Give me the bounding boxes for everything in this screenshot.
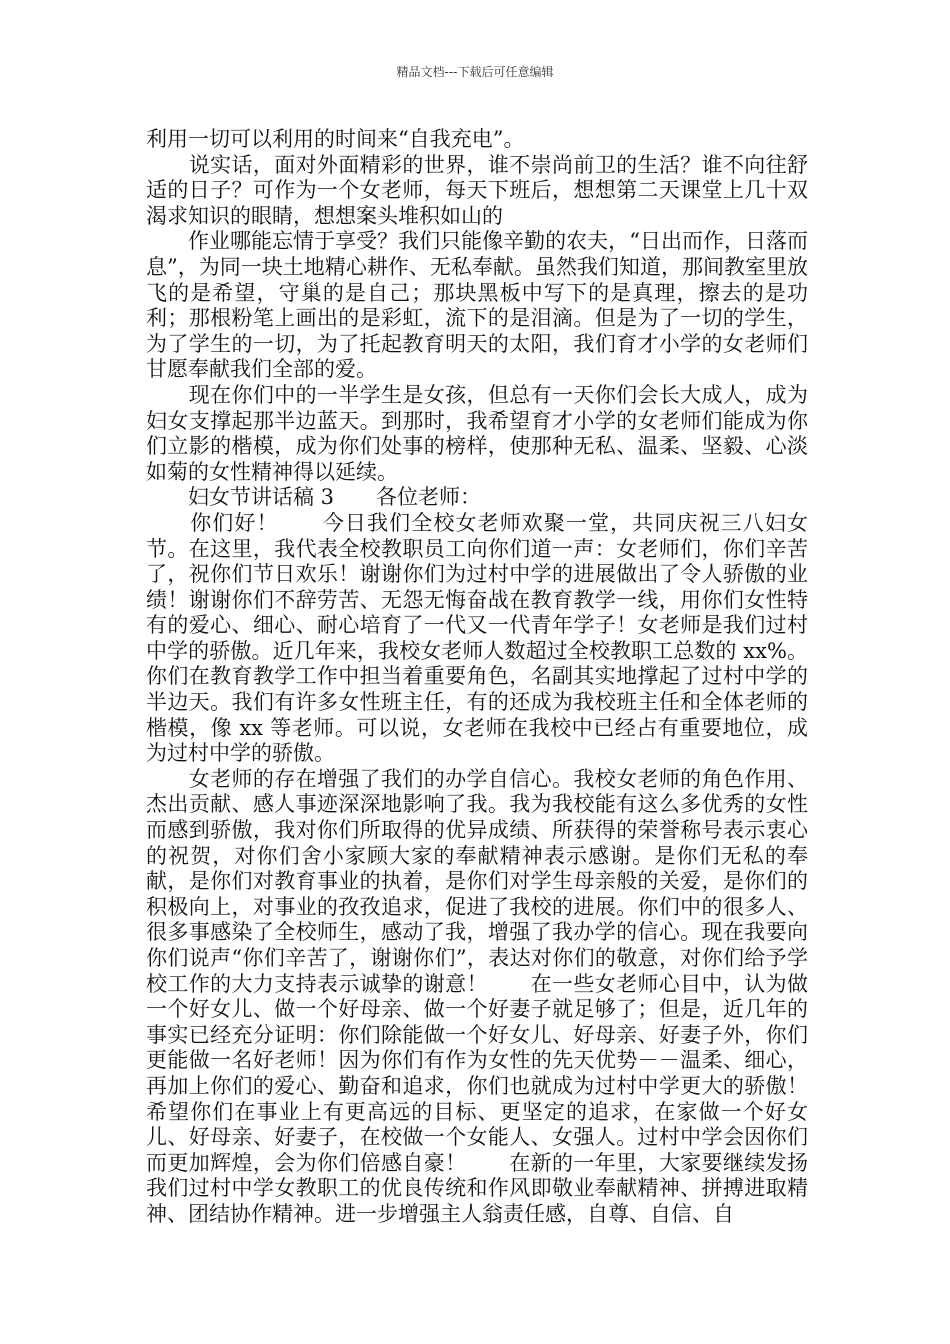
document-body xyxy=(146,127,808,1228)
section-heading: 妇女节讲话稿 3 各位老师： xyxy=(146,485,482,510)
paragraph-2: 说实话，面对外面精彩的世界，谁不崇尚前卫的生活？谁不向往舒适的日子？可作为一个女老师，每天下班后，想想第二天课堂上几十双渴求知识的眼睛，想想案头堆积如山的 xyxy=(146,152,808,228)
paragraph-3: 作业哪能忘情于享受？我们只能像辛勤的农夫，“日出而作，日落而息”，为同一块土地精心耕作、无私奉献。虽然我们知道，那间教室里放飞的是希望，守巢的是自己；那块黑板中写下的是真理，擦去的是功利；那根粉笔上画出的是彩虹，流下的是泪滴。但是为了一切的学生，为了学生的一切，为了托起教育明天的太阳，我们育才小学的女老师们甘愿奉献我们全部的爱。 xyxy=(146,229,808,382)
paragraph-6: 女老师的存在增强了我们的办学自信心。我校女老师的角色作用、杰出贡献、感人事迹深深地影响了我。我为我校能有这么多优秀的女性而感到骄傲，我对你们所取得的优异成绩、所获得的荣誉称号表示衷心的祝贺，对你们舍小家顾大家的奉献精神表示感谢。是你们无私的奉献，是你们对教育事业的执着，是你们对学生母亲般的关爱，是你们的积极向上，对事业的孜孜追求，促进了我校的进展。你们中的很多人、很多事感染了全校师生，感动了我，增强了我办学的信心。现在我要向你们说声“你们辛苦了，谢谢你们”，表达对你们的敬意，对你们给予学校工作的大力支持表示诚挚的谢意！ 在一些女老师心目中，认为做一个好女儿、做一个好母亲、做一个好妻子就足够了；但是，近几年的事实已经充分证明：你们除能做一个好女儿、好母亲、好妻子外，你们更能做一名好老师！因为你们有作为女性的先天优势－－温柔、细心，再加上你们的爱心、勤奋和追求，你们也就成为过村中学更大的骄傲！希望你们在事业上有更高远的目标、更坚定的追求，在家做一个好女儿、好母亲、好妻子，在校做一个女能人、女强人。过村中学会因你们而更加辉煌，会为你们倍感自豪！ 在新的一年里，大家要继续发扬我们过村中学女教职工的优良传统和作风即敬业奉献精神、拼搏进取精神、团结协作精神。进一步增强主人翁责任感，自尊、自信、自 xyxy=(146,766,808,1226)
page-header: 精品文档---下载后可任意编辑 xyxy=(396,65,554,79)
paragraph-5: 你们好！ 今日我们全校女老师欢聚一堂，共同庆祝三八妇女节。在这里，我代表全校教职员工向你们道一声：女老师们，你们辛苦了，祝你们节日欢乐！谢谢你们为过村中学的进展做出了令人骄傲的业绩！谢谢你们不辞劳苦、无怨无悔奋战在教育教学一线，用你们女性特有的爱心、细心、耐心培育了一代又一代青年学子！女老师是我们过村中学的骄傲。近几年来，我校女老师人数超过全校教职工总数的 xx%。你们在教育教学工作中担当着重要角色，名副其实地撑起了过村中学的半边天。我们有许多女性班主任，有的还成为我校班主任和全体老师的楷模，像 xx 等老师。可以说，女老师在我校中已经占有重要地位，成为过村中学的骄傲。 xyxy=(146,510,808,766)
paragraph-4: 现在你们中的一半学生是女孩，但总有一天你们会长大成人，成为妇女支撑起那半边蓝天。到那时，我希望育才小学的女老师们能成为你们立影的楷模，成为你们处事的榜样，使那种无私、温柔、坚毅、心淡如菊的女性精神得以延续。 xyxy=(146,382,808,484)
paragraph-1: 利用一切可以利用的时间来“自我充电”。 xyxy=(146,127,525,151)
